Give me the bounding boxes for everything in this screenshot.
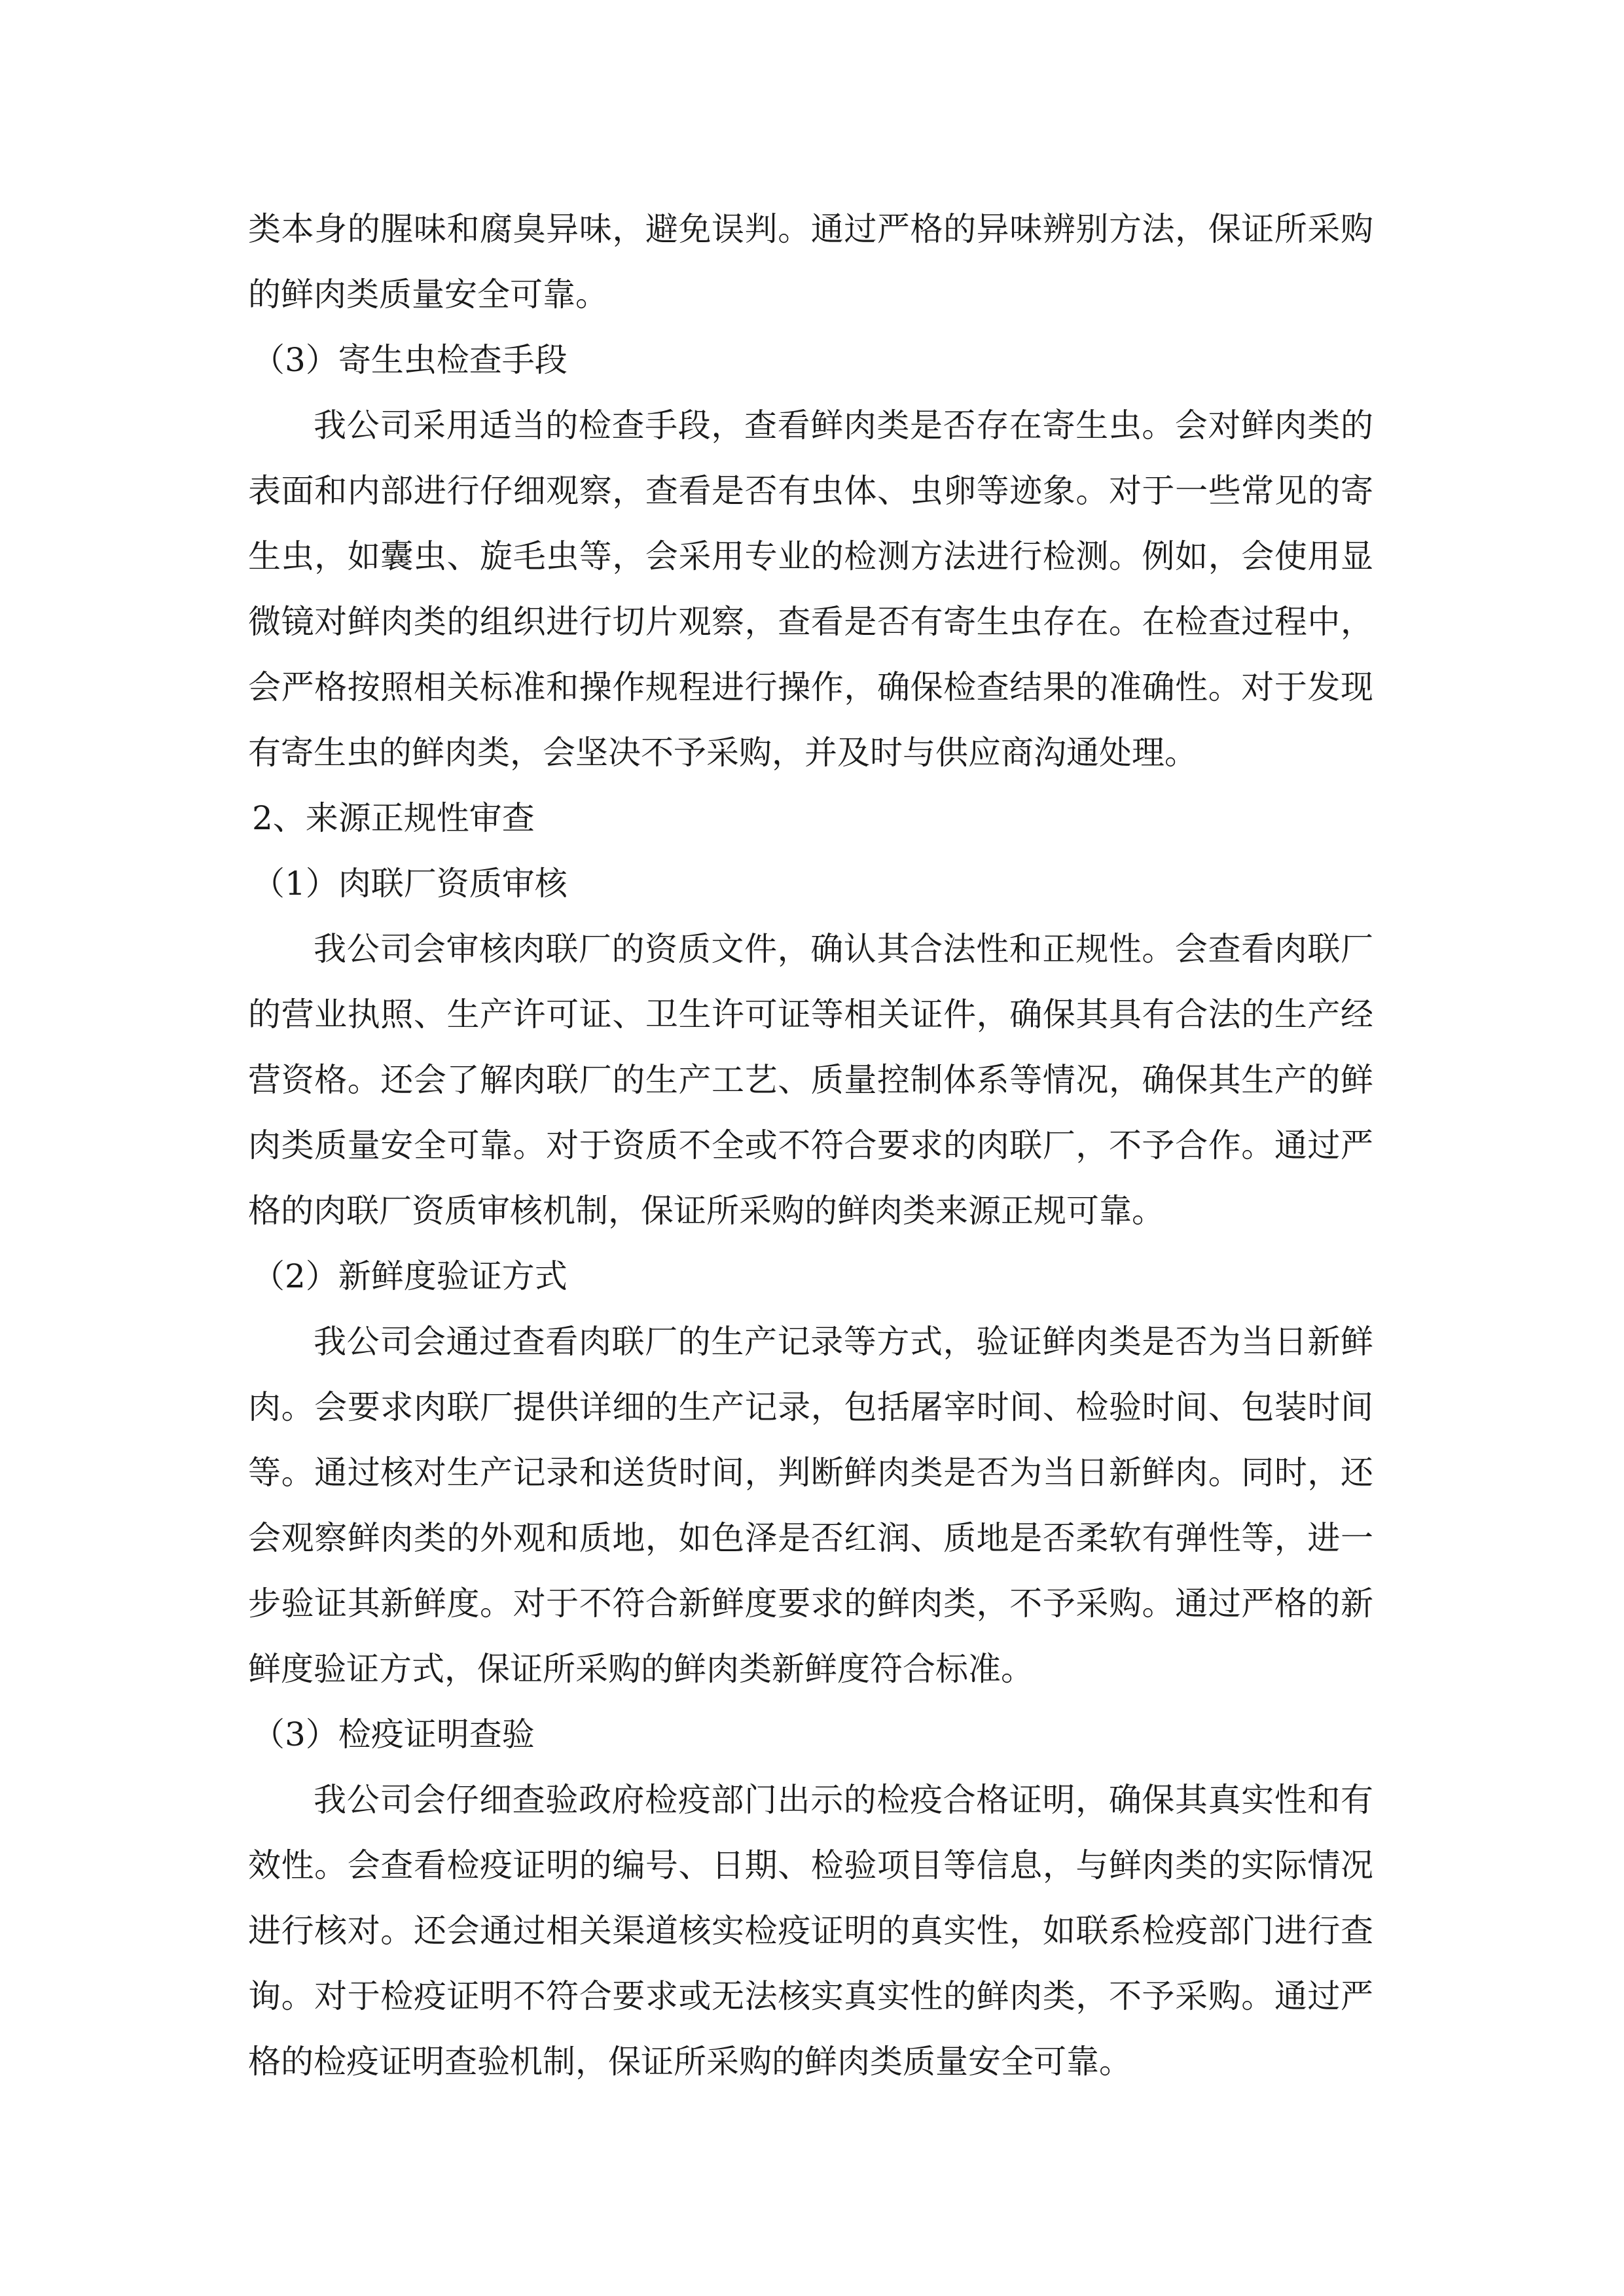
paragraph-line: 微镜对鲜肉类的组织进行切片观察，查看是否有寄生虫存在。在检查过程中， xyxy=(248,603,1373,641)
paragraph-line: 的营业执照、生产许可证、卫生许可证等相关证件，确保其具有合法的生产经 xyxy=(248,996,1373,1033)
paragraph-line: 我公司采用适当的检查手段，查看鲜肉类是否存在寄生虫。会对鲜肉类的 xyxy=(314,406,1373,444)
paragraph-line: 会观察鲜肉类的外观和质地，如色泽是否红润、质地是否柔软有弹性等，进一 xyxy=(248,1519,1373,1557)
paragraph-line: 类本身的腥味和腐臭异味，避免误判。通过严格的异味辨别方法，保证所采购 xyxy=(248,210,1373,248)
paragraph-line: 格的肉联厂资质审核机制，保证所采购的鲜肉类来源正规可靠。 xyxy=(248,1192,1164,1230)
paragraph-line: 等。通过核对生产记录和送货时间，判断鲜肉类是否为当日新鲜肉。同时，还 xyxy=(248,1454,1373,1492)
body-paragraph xyxy=(248,393,1373,785)
body-paragraph xyxy=(248,1767,1373,2094)
paragraph-line: 表面和内部进行仔细观察，查看是否有虫体、虫卵等迹象。对于一些常见的寄 xyxy=(248,472,1373,510)
section-heading xyxy=(248,1244,1373,1309)
paragraph-line: 格的检疫证明查验机制，保证所采购的鲜肉类质量安全可靠。 xyxy=(248,2043,1132,2081)
heading-text: （1）肉联厂资质审核 xyxy=(252,865,568,903)
paragraph-line: 步验证其新鲜度。对于不符合新鲜度要求的鲜肉类，不予采购。通过严格的新 xyxy=(248,1585,1373,1623)
heading-text: （3）寄生虫检查手段 xyxy=(252,341,568,379)
paragraph-line: 肉类质量安全可靠。对于资质不全或不符合要求的肉联厂，不予合作。通过严 xyxy=(248,1126,1373,1164)
document-body xyxy=(248,196,1373,2094)
heading-text: 2、来源正规性审查 xyxy=(252,799,535,837)
section-heading xyxy=(248,1702,1373,1767)
section-heading xyxy=(248,785,1373,851)
paragraph-line: 营资格。还会了解肉联厂的生产工艺、质量控制体系等情况，确保其生产的鲜 xyxy=(248,1061,1373,1099)
paragraph-line: 会严格按照相关标准和操作规程进行操作，确保检查结果的准确性。对于发现 xyxy=(248,668,1373,706)
heading-text: （3）检疫证明查验 xyxy=(252,1715,535,1753)
paragraph-line: 我公司会审核肉联厂的资质文件，确认其合法性和正规性。会查看肉联厂 xyxy=(314,930,1373,968)
heading-text: （2）新鲜度验证方式 xyxy=(252,1257,568,1295)
paragraph-line: 我公司会通过查看肉联厂的生产记录等方式，验证鲜肉类是否为当日新鲜 xyxy=(314,1323,1373,1361)
section-heading xyxy=(248,327,1373,393)
continued-paragraph xyxy=(248,196,1373,327)
paragraph-line: 肉。会要求肉联厂提供详细的生产记录，包括屠宰时间、检验时间、包装时间 xyxy=(248,1388,1373,1426)
body-paragraph xyxy=(248,1309,1373,1702)
paragraph-line: 我公司会仔细查验政府检疫部门出示的检疫合格证明，确保其真实性和有 xyxy=(314,1781,1373,1819)
paragraph-line: 的鲜肉类质量安全可靠。 xyxy=(248,276,608,314)
paragraph-line: 询。对于检疫证明不符合要求或无法核实真实性的鲜肉类，不予采购。通过严 xyxy=(248,1977,1373,2015)
body-paragraph xyxy=(248,916,1373,1244)
paragraph-line: 生虫，如囊虫、旋毛虫等，会采用专业的检测方法进行检测。例如，会使用显 xyxy=(248,537,1373,575)
paragraph-line: 进行核对。还会通过相关渠道核实检疫证明的真实性，如联系检疫部门进行查 xyxy=(248,1912,1373,1950)
paragraph-line: 鲜度验证方式，保证所采购的鲜肉类新鲜度符合标准。 xyxy=(248,1650,1034,1688)
paragraph-line: 效性。会查看检疫证明的编号、日期、检验项目等信息，与鲜肉类的实际情况 xyxy=(248,1846,1373,1884)
paragraph-line: 有寄生虫的鲜肉类，会坚决不予采购，并及时与供应商沟通处理。 xyxy=(248,734,1197,772)
section-heading xyxy=(248,851,1373,916)
